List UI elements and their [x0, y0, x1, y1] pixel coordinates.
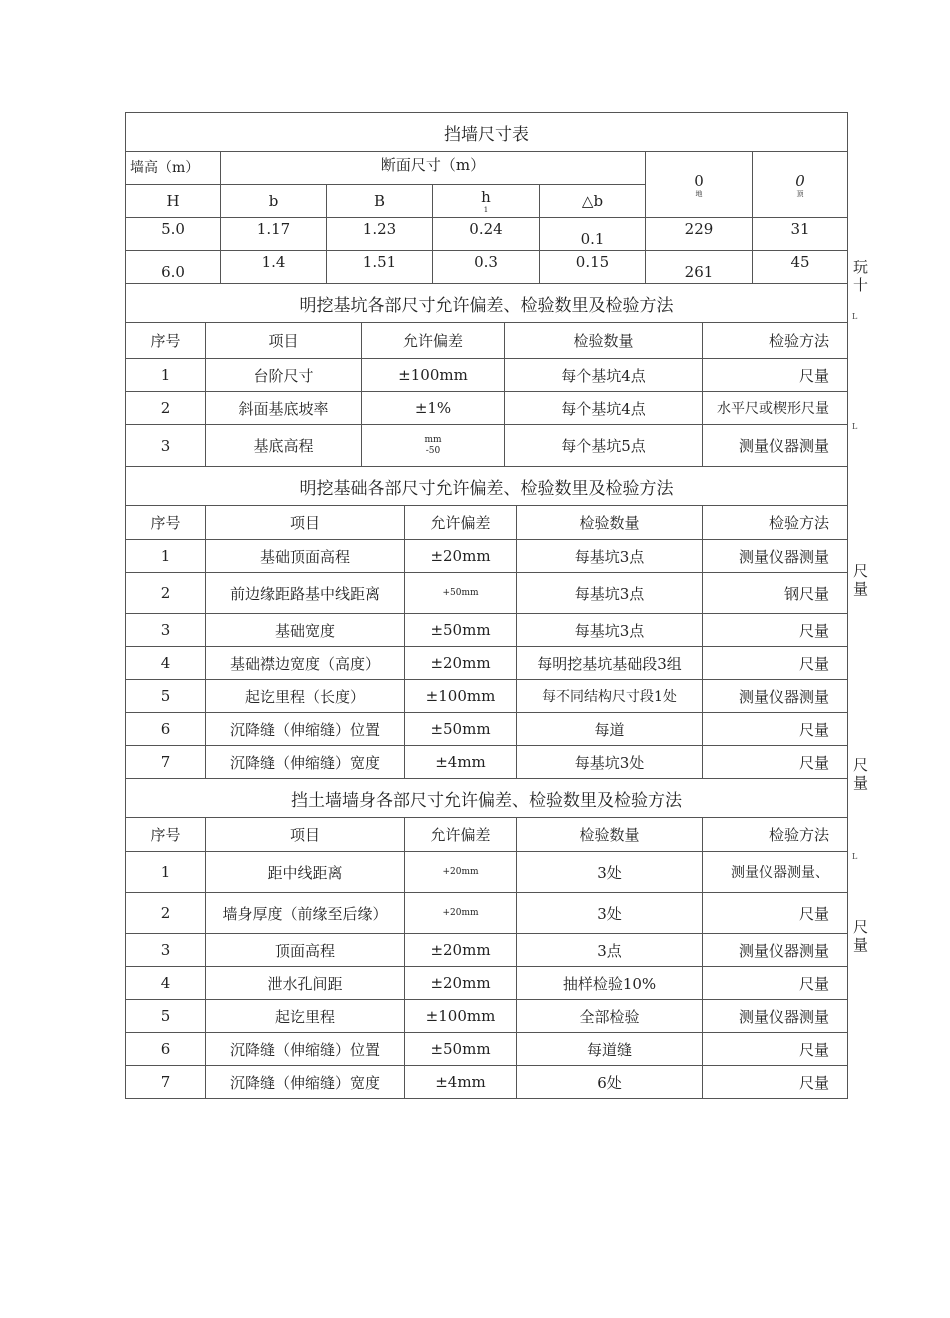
header-sigma-top: 0 顶	[753, 152, 848, 218]
table-row: 3 基础宽度 ±50mm 每基坑3点 尺量	[126, 614, 848, 647]
table-row: 3 顶面高程 ±20mm 3点 测量仪器测量	[126, 934, 848, 967]
table-row: 7 沉降缝（伸缩缝）宽度 ±4mm 6处 尺量	[126, 1066, 848, 1099]
margin-mark: L	[852, 312, 858, 321]
table-row: 1 基础顶面高程 ±20mm 每基坑3点 测量仪器测量	[126, 540, 848, 573]
margin-mark: L	[852, 852, 858, 861]
tolerance-cell: mm -50	[362, 425, 505, 467]
table-row: 1 距中线距离 +20mm 3处 测量仪器测量、	[126, 852, 848, 893]
col-header: H	[126, 185, 221, 218]
retaining-wall-dimension-table	[125, 112, 848, 284]
margin-note: 尺量	[853, 756, 869, 792]
table-header-row: 序号 项目 允许偏差 检验数量 检验方法	[126, 818, 848, 852]
table-row: 6 沉降缝（伸缩缝）位置 ±50mm 每道缝 尺量	[126, 1033, 848, 1066]
table-row: 5 起讫里程（长度） ±100mm 每不同结构尺寸段1处 测量仪器测量	[126, 680, 848, 713]
table-row: 7 沉降缝（伸缩缝）宽度 ±4mm 每基坑3处 尺量	[126, 746, 848, 779]
table-row: 4 泄水孔间距 ±20mm 抽样检验10% 尺量	[126, 967, 848, 1000]
col-header: △b	[540, 185, 646, 218]
table-header-row: 序号 项目 允许偏差 检验数量 检验方法	[126, 323, 848, 359]
table-row: 5.0 1.17 1.23 0.24 0.1 229 31	[126, 218, 848, 251]
header-wall-height: 墙高（m）	[126, 152, 221, 185]
table-row: 3 基底高程 mm -50 每个基坑5点 测量仪器测量	[126, 425, 848, 467]
header-sigma-base: 0 地	[646, 152, 753, 218]
margin-note: 尺量	[853, 918, 869, 954]
table-title: 明挖基坑各部尺寸允许偏差、检验数里及检验方法	[126, 284, 848, 323]
col-header: b	[221, 185, 327, 218]
table-title: 挡土墙墙身各部尺寸允许偏差、检验数里及检验方法	[126, 779, 848, 818]
table-row: 5 起讫里程 ±100mm 全部检验 测量仪器测量	[126, 1000, 848, 1033]
table-row: 2 前边缘距路基中线距离 +50mm 每基坑3点 钢尺量	[126, 573, 848, 614]
table-row: 2 斜面基底坡率 ±1% 每个基坑4点 水平尺或楔形尺量	[126, 392, 848, 425]
margin-mark: L	[852, 422, 858, 431]
table-row: 4 基础襟边宽度（高度） ±20mm 每明挖基坑基础段3组 尺量	[126, 647, 848, 680]
col-header: h 1	[433, 185, 540, 218]
table-row: 6.0 1.4 1.51 0.3 0.15 261 45	[126, 251, 848, 284]
header-section-size: 断面尺寸（m）	[221, 152, 646, 185]
margin-note: 尺量	[853, 562, 869, 598]
wall-body-tolerance-table	[125, 778, 848, 1099]
table-row: 2 墙身厚度（前缘至后缘） +20mm 3处 尺量	[126, 893, 848, 934]
table-row: 1 台阶尺寸 ±100mm 每个基坑4点 尺量	[126, 359, 848, 392]
foundation-pit-tolerance-table	[125, 283, 848, 467]
col-header: B	[327, 185, 433, 218]
table-header-row: 序号 项目 允许偏差 检验数量 检验方法	[126, 506, 848, 540]
open-foundation-tolerance-table	[125, 466, 848, 779]
table-title: 挡墙尺寸表	[126, 113, 848, 152]
table-row: 6 沉降缝（伸缩缝）位置 ±50mm 每道 尺量	[126, 713, 848, 746]
margin-note: 玩十	[853, 258, 869, 294]
table-title: 明挖基础各部尺寸允许偏差、检验数里及检验方法	[126, 467, 848, 506]
document-body	[125, 112, 847, 1099]
